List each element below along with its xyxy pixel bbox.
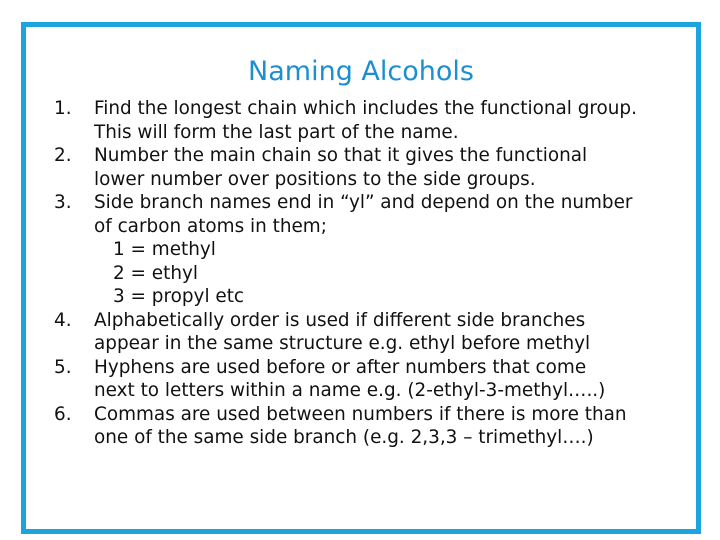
item-number: 2. bbox=[54, 145, 72, 166]
item-number: 5. bbox=[54, 356, 72, 378]
list-item-continuation bbox=[26, 168, 696, 192]
list-item bbox=[26, 309, 696, 333]
sub-item-text: 2 = ethyl bbox=[113, 262, 198, 284]
item-line: one of the same side branch (e.g. 2,3,3 – trimethyl….) bbox=[94, 427, 594, 448]
item-line: Commas are used between numbers if there is more than bbox=[94, 403, 627, 425]
page-title: Naming Alcohols bbox=[248, 56, 474, 87]
slide-frame bbox=[21, 22, 701, 534]
item-number: 1. bbox=[54, 98, 72, 119]
list-item bbox=[26, 403, 696, 427]
sub-item bbox=[26, 262, 696, 286]
item-number: 4. bbox=[54, 309, 72, 331]
list-item bbox=[26, 97, 696, 121]
item-number: 6. bbox=[54, 403, 72, 425]
sub-item bbox=[26, 285, 696, 309]
item-line: lower number over positions to the side groups. bbox=[94, 168, 536, 190]
item-line: appear in the same structure e.g. ethyl before methyl bbox=[94, 333, 591, 354]
item-line: Hyphens are used before or after numbers that come bbox=[94, 356, 587, 378]
list-item-continuation bbox=[26, 379, 696, 403]
sub-item bbox=[26, 238, 696, 262]
item-line: Number the main chain so that it gives the functional bbox=[94, 145, 588, 166]
list-item-continuation bbox=[26, 426, 696, 450]
list-item bbox=[26, 356, 696, 380]
list-item-continuation bbox=[26, 332, 696, 356]
item-line: This will form the last part of the name. bbox=[94, 121, 459, 143]
list-item-continuation bbox=[26, 215, 696, 239]
list-item bbox=[26, 144, 696, 168]
item-line: Side branch names end in “yl” and depend on the number bbox=[94, 192, 633, 213]
item-line: of carbon atoms in them; bbox=[94, 215, 327, 237]
item-line: next to letters within a name e.g. (2-ethyl-3-methyl…..) bbox=[94, 380, 606, 401]
item-number: 3. bbox=[54, 192, 72, 213]
item-line: Alphabetically order is used if different side branches bbox=[94, 309, 586, 331]
item-line: Find the longest chain which includes the functional group. bbox=[94, 98, 637, 119]
rules-list bbox=[26, 97, 696, 450]
sub-item-text: 3 = propyl etc bbox=[113, 286, 245, 307]
list-item-continuation bbox=[26, 121, 696, 145]
list-item bbox=[26, 191, 696, 215]
sub-item-text: 1 = methyl bbox=[113, 239, 216, 260]
